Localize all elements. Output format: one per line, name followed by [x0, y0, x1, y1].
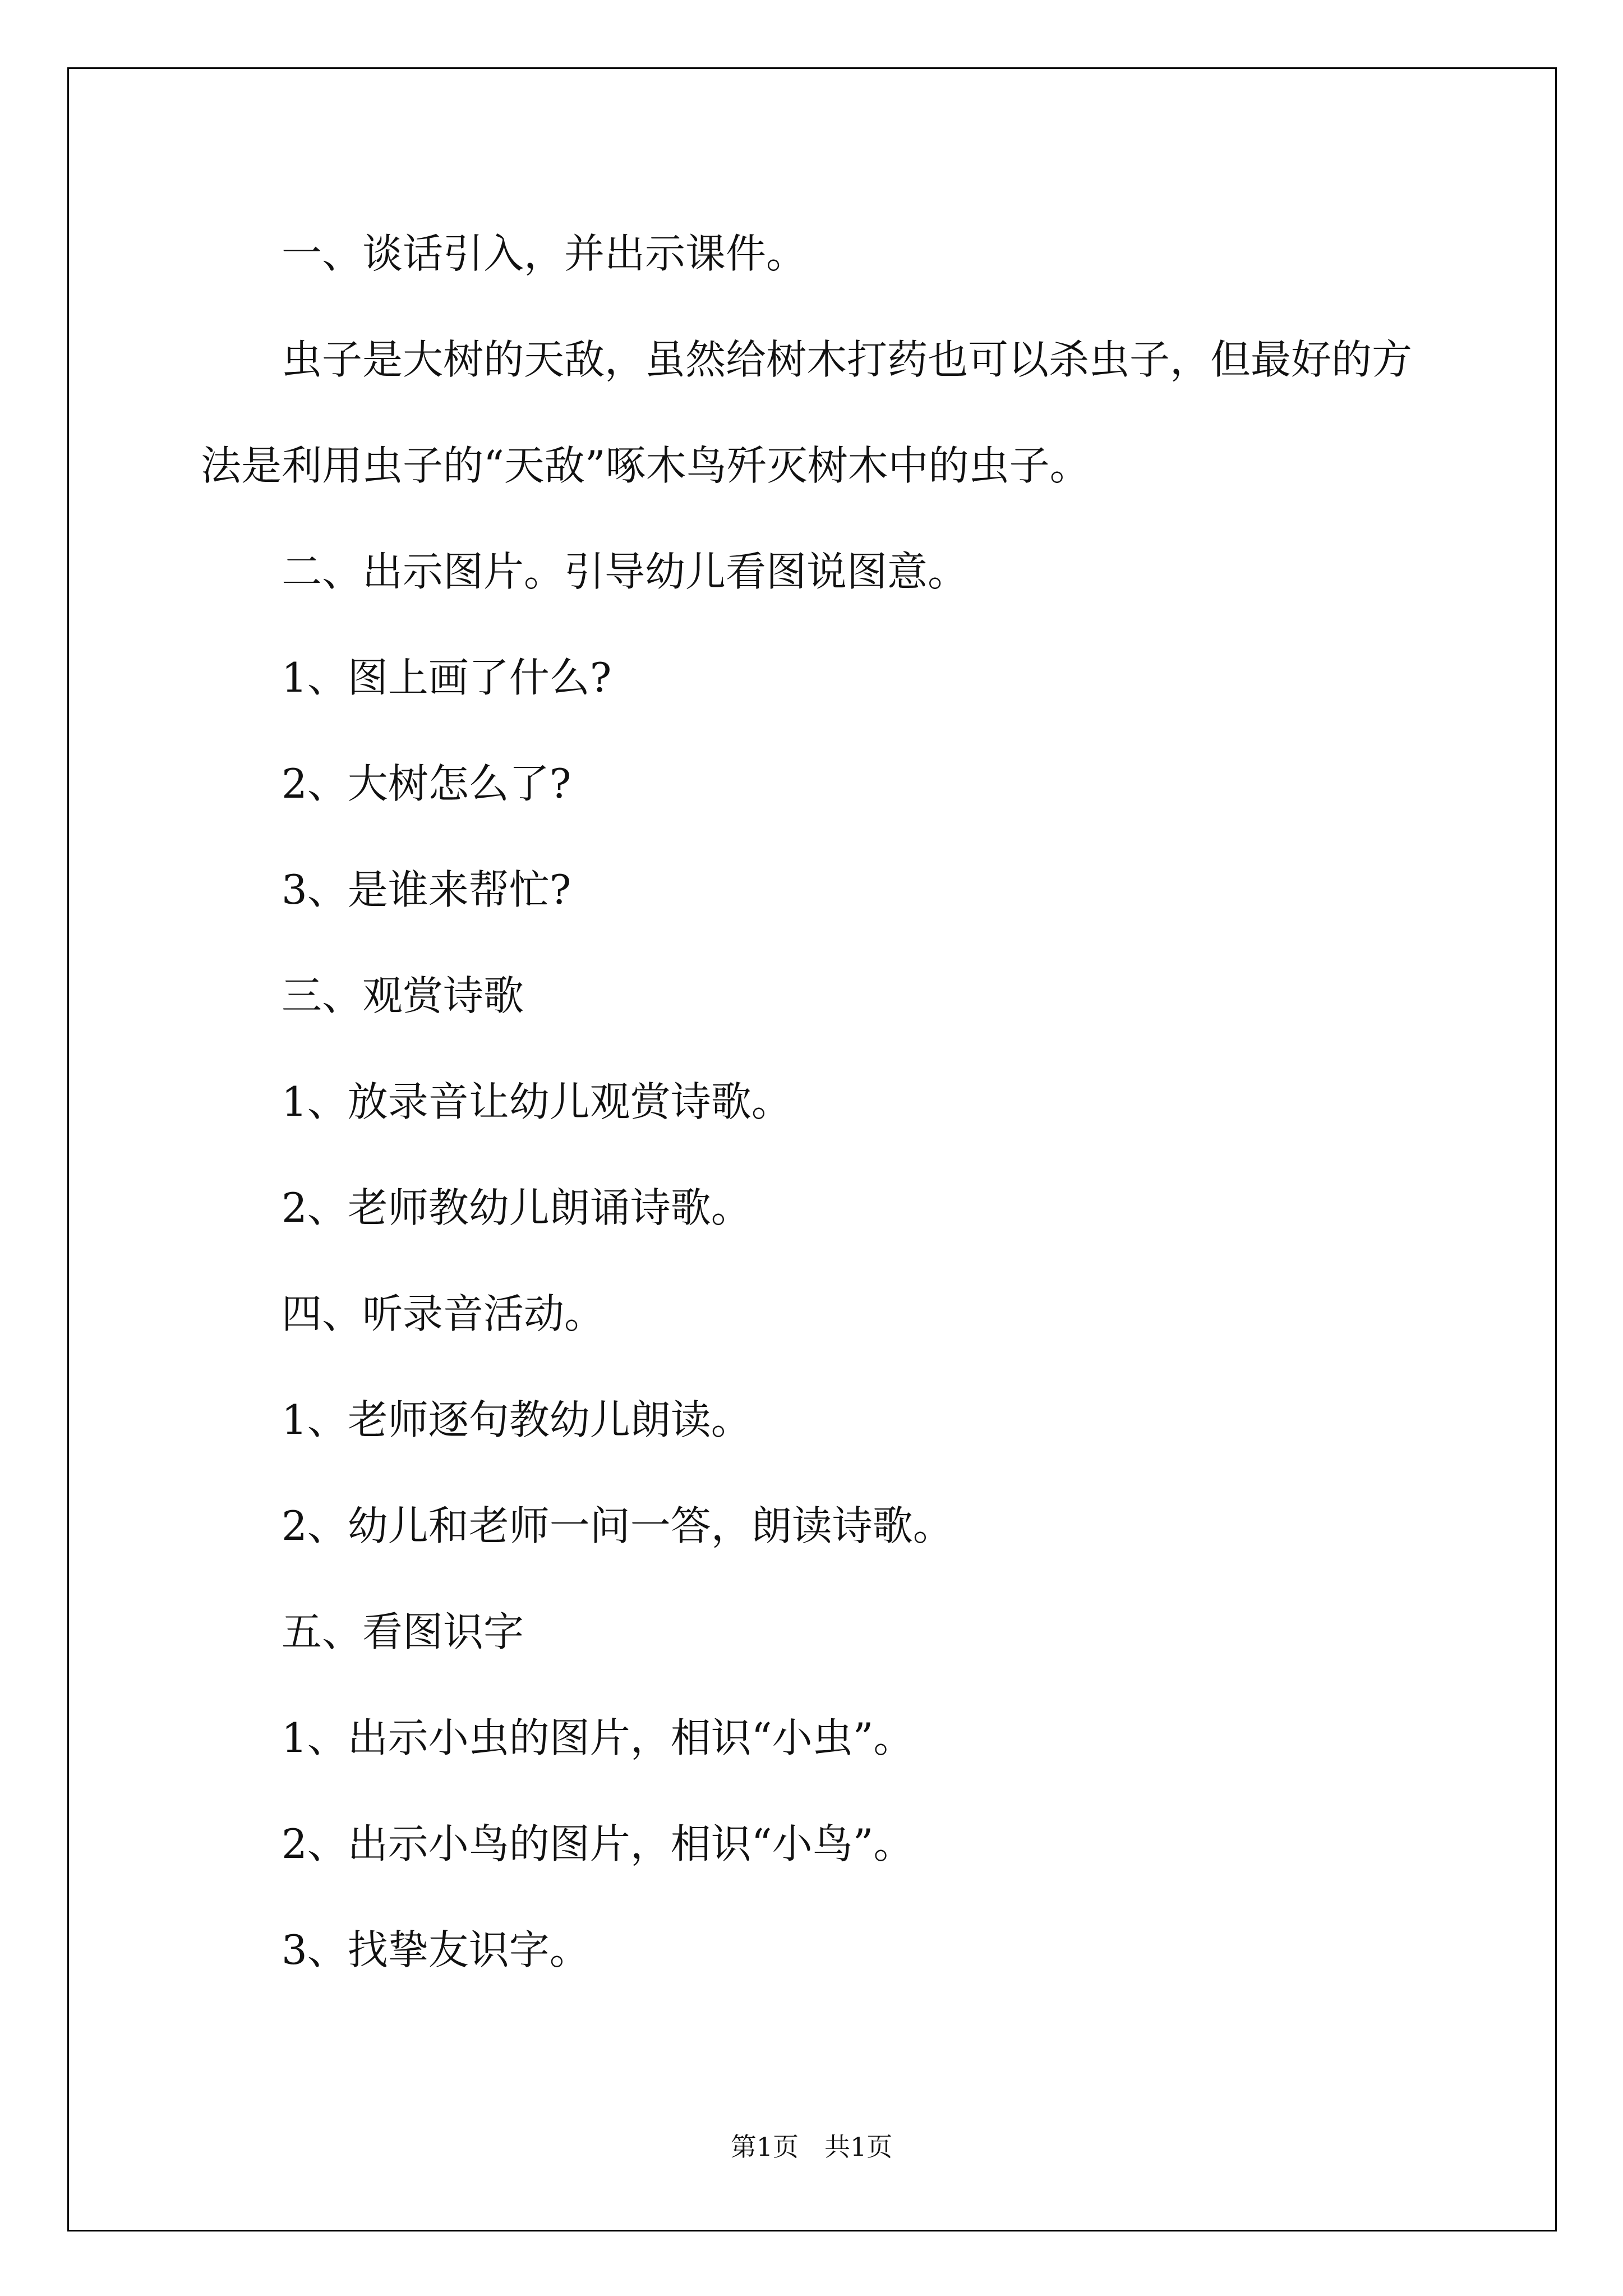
- section-heading: 二、出示图片。引导幼儿看图说图意。: [282, 548, 969, 595]
- list-item: 1、出示小虫的图片，相识“小虫”。: [282, 1714, 914, 1761]
- list-item: 2、出示小鸟的图片，相识“小鸟”。: [282, 1820, 914, 1867]
- body-paragraph: 虫子是大树的天敌，虽然给树木打药也可以杀虫子，但最好的方法是利用虫子的“天敌”啄木鸟歼灭树木中的虫子。: [201, 336, 1413, 489]
- total-pages: 共1页: [824, 2132, 893, 2162]
- list-item: 3、找挚友识字。: [282, 1926, 590, 1973]
- list-item: 2、幼儿和老师一问一答，朗读诗歌。: [282, 1502, 953, 1549]
- section-heading: 四、听录音活动。: [282, 1290, 605, 1337]
- section-heading: 一、谈话引入，并出示课件。: [282, 230, 807, 277]
- list-item: 2、老师教幼儿朗诵诗歌。: [282, 1184, 751, 1231]
- section-heading: 五、看图识字: [282, 1608, 524, 1655]
- page-number: 第1页: [730, 2132, 799, 2162]
- list-item: 1、放录音让幼儿观赏诗歌。: [282, 1078, 792, 1125]
- list-item: 1、图上画了什么?: [282, 654, 612, 701]
- section-heading: 三、观赏诗歌: [282, 972, 524, 1019]
- list-item: 3、是谁来帮忙?: [282, 866, 571, 913]
- list-item: 1、老师逐句教幼儿朗读。: [282, 1396, 751, 1443]
- document-body: [201, 201, 1423, 2003]
- list-item: 2、大树怎么了?: [282, 760, 571, 807]
- page-footer: [0, 2130, 1623, 2164]
